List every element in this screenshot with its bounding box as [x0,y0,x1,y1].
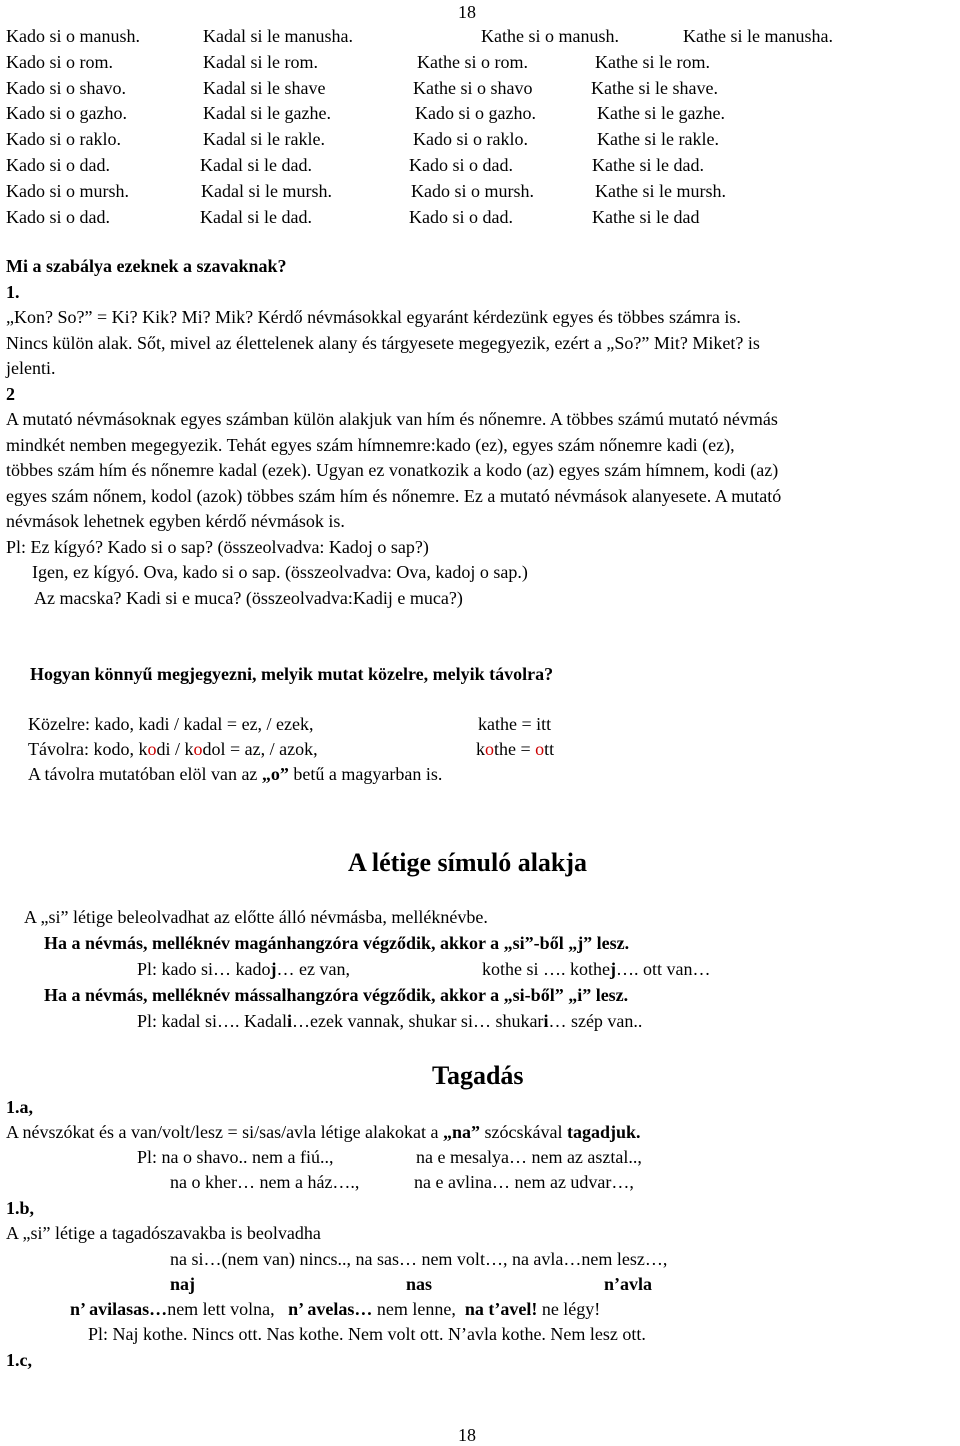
table-cell: Kathe si le manusha. [683,26,833,46]
table-cell: Kado si o dad. [409,207,513,227]
table-cell: Kado si o dad. [409,155,513,175]
example-3: Az macska? Kadi si e muca? (összeolvadva:Kadij e muca?) [34,588,463,608]
rule-1-line-3: jelenti. [6,358,56,378]
table-cell: Kado si o shavo. [6,78,126,98]
table-cell: Kadal si le rom. [203,52,318,72]
table-cell: Kado si o dad. [6,207,110,227]
example-1: Pl: Ez kígyó? Kado si o sap? (összeolvadva: Kadoj o sap?) [6,537,429,557]
table-cell: Kado si o gazho. [6,103,127,123]
table-cell: Kadal si le shave [203,78,326,98]
tagadas-paragraph-1: A névszókat és a van/volt/lesz = si/sas/avla létige alakokat a „na” szócskával tagadjuk. [6,1122,641,1142]
table-cell: Kathe si o rom. [417,52,528,72]
tagadas-example-2-right: na e avlina… nem az udvar…, [414,1172,634,1192]
table-cell: Kathe si le gazhe. [597,103,725,123]
table-cell: Kathe si le rakle. [597,129,719,149]
table-cell: Kathe si le mursh. [595,181,726,201]
table-cell: Kadal si le gazhe. [203,103,331,123]
letige-example-1: Pl: kado si… kadoj… ez van, [137,959,350,979]
table-cell: Kado si o raklo. [6,129,121,149]
letige-example-1-right: kothe si …. kothej…. ott van… [482,959,711,979]
tagadas-example-1-right: na e mesalya… nem az asztal.., [416,1147,642,1167]
tagadas-paragraph-2: A „si” létige a tagadószavakba is beolvadha [6,1223,321,1243]
rule-1-line-1: „Kon? So?” = Ki? Kik? Mi? Mik? Kérdő névmásokkal egyaránt kérdezünk egyes és többes számra is. [6,307,741,327]
rule-number-1: 1. [6,282,20,302]
memo-note: A távolra mutatóban elöl van az „o” betű a magyarban is. [28,764,443,784]
example-2: Igen, ez kígyó. Ova, kado si o sap. (összeolvadva: Ova, kadoj o sap.) [32,562,528,582]
table-cell: Kado si o raklo. [413,129,528,149]
table-cell: Kado si o dad. [6,155,110,175]
table-cell: Kadal si le manusha. [203,26,353,46]
word-navla: n’avla [604,1274,653,1294]
table-cell: Kathe si o manush. [481,26,619,46]
letige-rule-2: Ha a névmás, melléknév mássalhangzóra végződik, akkor a „si-ből” „i” lesz. [44,985,629,1005]
memo-heading: Hogyan könnyű megjegyezni, melyik mutat közelre, melyik távolra? [30,664,554,684]
table-cell: Kathe si le dad [592,207,700,227]
table-cell: Kado si o manush. [6,26,140,46]
page-number-top: 18 [458,2,476,22]
section-title-tagadas: Tagadás [432,1061,524,1090]
word-naj: naj [170,1274,196,1294]
letige-example-2: Pl: kadal si…. Kadali…ezek vannak, shukar si… shukari… szép van.. [137,1011,643,1031]
tagadas-example-1-left: Pl: na o shavo.. nem a fiú.., [137,1147,334,1167]
tagadas-example-2-left: na o kher… nem a ház…., [170,1172,360,1192]
table-cell: Kadal si le mursh. [201,181,332,201]
tagadas-options: n’ avilasas…nem lett volna, n’ avelas… nem lenne, na t’avel! ne légy! [70,1299,601,1319]
table-cell: Kadal si le dad. [200,155,312,175]
rule-2-line-2: mindkét nemben megegyezik. Tehát egyes szám hímnemre:kado (ez), egyes szám nőnemre kadi (ez), [6,435,735,455]
table-cell: Kathe si le dad. [592,155,704,175]
rule-number-2: 2 [6,384,15,404]
memo-near-right: kathe = itt [478,714,552,734]
table-cell: Kado si o rom. [6,52,113,72]
table-cell: Kado si o gazho. [415,103,536,123]
memo-near-left: Közelre: kado, kadi / kadal = ez, / ezek, [28,714,314,734]
label-1a: 1.a, [6,1097,33,1117]
tagadas-example-last: Pl: Naj kothe. Nincs ott. Nas kothe. Nem volt ott. N’avla kothe. Nem lesz ott. [88,1324,646,1344]
section-title-letige: A létige símuló alakja [348,848,588,877]
letige-intro: A „si” létige beleolvadhat az előtte álló névmásba, melléknévbe. [24,907,488,927]
rule-1-line-2: Nincs külön alak. Sőt, mivel az élettelenek alany és tárgyesete megegyezik, ezért a „So?” Mit? Miket? is [6,333,760,353]
rules-question: Mi a szabálya ezeknek a szavaknak? [6,256,287,276]
label-1c: 1.c, [6,1350,32,1370]
table-cell: Kado si o mursh. [411,181,534,201]
label-1b: 1.b, [6,1198,35,1218]
letige-rule-1: Ha a névmás, melléknév magánhangzóra végződik, akkor a „si”-ből „j” lesz. [44,933,630,953]
tagadas-example-3: na si…(nem van) nincs.., na sas… nem volt…, na avla…nem lesz…, [170,1249,668,1269]
memo-far-left: Távolra: kodo, kodi / kodol = az, / azok, [28,739,318,759]
rule-2-line-3: többes szám hím és nőnemre kadal (ezek). Ugyan ez vonatkozik a kodo (az) egyes szám hímnem, kodi (az) [6,460,779,480]
rule-2-line-4: egyes szám nőnem, kodol (azok) többes szám hím és nőnemre. Ez a mutató névmások alanyesete. A mutató [6,486,782,506]
rule-2-line-5: névmások lehetnek egyben kérdő névmások is. [6,511,345,531]
memo-far-right: kothe = ott [476,739,555,759]
rule-2-line-1: A mutató névmásoknak egyes számban külön alakjuk van hím és nőnemre. A többes számú mutató névmás [6,409,778,429]
table-cell: Kadal si le dad. [200,207,312,227]
page-number-bottom: 18 [458,1425,476,1445]
table-cell: Kadal si le rakle. [203,129,325,149]
table-cell: Kathe si le rom. [595,52,710,72]
table-cell: Kathe si o shavo [413,78,533,98]
table-cell: Kado si o mursh. [6,181,129,201]
table-cell: Kathe si le shave. [591,78,718,98]
word-nas: nas [406,1274,433,1294]
